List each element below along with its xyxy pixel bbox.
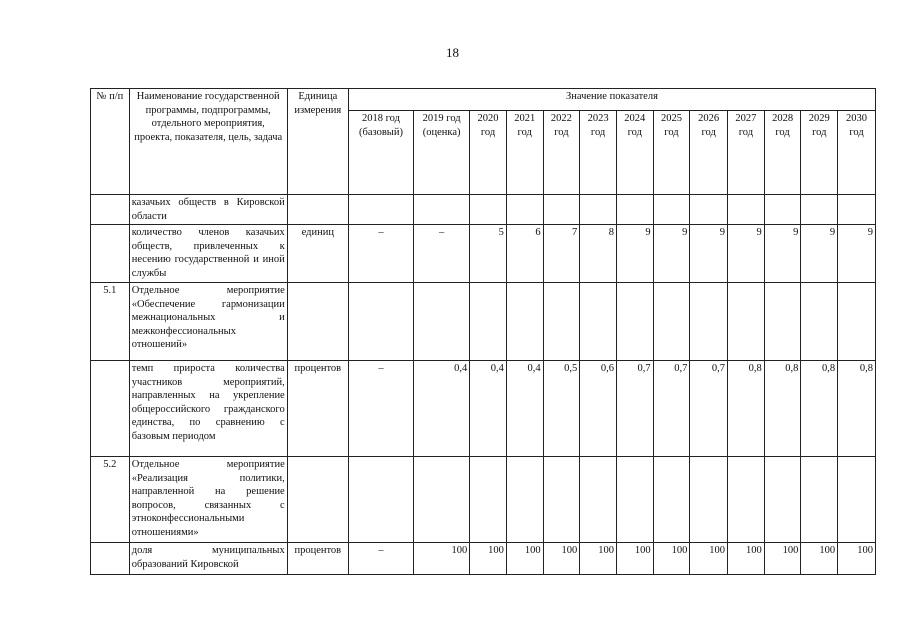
row-value: 0,8 — [728, 361, 765, 457]
header-year: 2025 год — [653, 111, 690, 195]
row-unit — [287, 195, 348, 225]
row-value — [653, 195, 690, 225]
row-value — [838, 195, 876, 225]
row-value: 100 — [470, 543, 507, 575]
row-value — [728, 283, 765, 361]
row-value — [801, 195, 838, 225]
row-number — [91, 225, 130, 283]
row-value — [838, 283, 876, 361]
header-year: 2018 год (базовый) — [348, 111, 413, 195]
row-unit: процентов — [287, 361, 348, 457]
header-num: № п/п — [91, 89, 130, 195]
row-value — [348, 283, 413, 361]
row-name: казачьих обществ в Кировской области — [129, 195, 287, 225]
row-value — [690, 195, 728, 225]
row-value: 9 — [690, 225, 728, 283]
row-value — [728, 195, 765, 225]
row-value: 0,7 — [653, 361, 690, 457]
header-year: 2028 год — [764, 111, 801, 195]
row-value — [580, 457, 617, 543]
row-value — [690, 457, 728, 543]
row-unit — [287, 283, 348, 361]
row-value: – — [348, 225, 413, 283]
row-value: 100 — [838, 543, 876, 575]
row-value: – — [348, 361, 413, 457]
row-value — [348, 195, 413, 225]
row-value — [801, 457, 838, 543]
row-value: 9 — [801, 225, 838, 283]
table-row — [91, 457, 876, 543]
row-name: Отдельное мероприятие «Обеспечение гармонизации межнациональных и межконфессиональных отношений» — [129, 283, 287, 361]
row-value — [506, 195, 543, 225]
row-number: 5.1 — [91, 283, 130, 361]
row-value: 0,8 — [838, 361, 876, 457]
row-value: 100 — [616, 543, 653, 575]
row-value: 100 — [801, 543, 838, 575]
table-row — [91, 543, 876, 575]
row-value — [801, 283, 838, 361]
table-row — [91, 225, 876, 283]
row-value — [506, 283, 543, 361]
header-year: 2026 год — [690, 111, 728, 195]
row-value: 5 — [470, 225, 507, 283]
row-value: 0,6 — [580, 361, 617, 457]
row-value: 7 — [543, 225, 580, 283]
row-unit: единиц — [287, 225, 348, 283]
row-value — [506, 457, 543, 543]
row-value: 100 — [414, 543, 470, 575]
row-value: 0,7 — [616, 361, 653, 457]
row-value — [764, 283, 801, 361]
row-value: – — [348, 543, 413, 575]
row-value — [414, 457, 470, 543]
row-value — [764, 195, 801, 225]
row-value: 0,8 — [764, 361, 801, 457]
row-value: 8 — [580, 225, 617, 283]
row-value: 0,4 — [506, 361, 543, 457]
row-unit: процентов — [287, 543, 348, 575]
header-year: 2027 год — [728, 111, 765, 195]
row-value — [543, 457, 580, 543]
row-number — [91, 543, 130, 575]
row-name: темп прироста количества участников мероприятий, направленных на укрепление общероссийского гражданского единства, по сравнению с базовым периодом — [129, 361, 287, 457]
header-year: 2030 год — [838, 111, 876, 195]
row-value: 0,7 — [690, 361, 728, 457]
indicators-table — [90, 88, 876, 575]
row-name: доля муниципальных образований Кировской — [129, 543, 287, 575]
row-value — [543, 283, 580, 361]
row-value: 100 — [543, 543, 580, 575]
header-year: 2019 год (оценка) — [414, 111, 470, 195]
row-number — [91, 361, 130, 457]
row-value — [470, 283, 507, 361]
header-unit: Единица измерения — [287, 89, 348, 195]
row-value: 0,4 — [414, 361, 470, 457]
header-year: 2020 год — [470, 111, 507, 195]
row-value: 9 — [838, 225, 876, 283]
row-number — [91, 195, 130, 225]
row-value — [470, 195, 507, 225]
table-row — [91, 283, 876, 361]
row-value — [616, 457, 653, 543]
header-values-group: Значение показателя — [348, 89, 875, 111]
row-value — [616, 195, 653, 225]
row-value — [580, 283, 617, 361]
row-name: количество членов казачьих обществ, привлеченных к несению государственной и иной службы — [129, 225, 287, 283]
row-value — [838, 457, 876, 543]
row-number: 5.2 — [91, 457, 130, 543]
row-value: 9 — [728, 225, 765, 283]
row-value: 0,4 — [470, 361, 507, 457]
header-year: 2021 год — [506, 111, 543, 195]
row-value — [764, 457, 801, 543]
table-row — [91, 361, 876, 457]
row-value — [414, 195, 470, 225]
header-year: 2023 год — [580, 111, 617, 195]
header-year: 2029 год — [801, 111, 838, 195]
row-value: 100 — [690, 543, 728, 575]
table-row — [91, 195, 876, 225]
row-value — [543, 195, 580, 225]
row-value — [348, 457, 413, 543]
row-value — [414, 283, 470, 361]
row-value: 6 — [506, 225, 543, 283]
row-value — [728, 457, 765, 543]
row-value — [690, 283, 728, 361]
row-unit — [287, 457, 348, 543]
row-value: 9 — [764, 225, 801, 283]
row-value: 9 — [616, 225, 653, 283]
row-value: 100 — [728, 543, 765, 575]
header-year: 2024 год — [616, 111, 653, 195]
row-name: Отдельное мероприятие «Реализация политики, направленной на решение вопросов, связанных с этноконфессиональными отношениями» — [129, 457, 287, 543]
row-value: 0,5 — [543, 361, 580, 457]
row-value: 100 — [764, 543, 801, 575]
row-value — [653, 283, 690, 361]
row-value — [470, 457, 507, 543]
header-year: 2022 год — [543, 111, 580, 195]
row-value: 9 — [653, 225, 690, 283]
row-value: 0,8 — [801, 361, 838, 457]
header-name: Наименование государственной программы, подпрограммы, отдельного мероприятия, проекта, показателя, цель, задача — [129, 89, 287, 195]
row-value: 100 — [653, 543, 690, 575]
row-value: – — [414, 225, 470, 283]
page-number: 18 — [446, 45, 459, 60]
row-value — [616, 283, 653, 361]
row-value — [653, 457, 690, 543]
row-value — [580, 195, 617, 225]
row-value: 100 — [506, 543, 543, 575]
row-value: 100 — [580, 543, 617, 575]
